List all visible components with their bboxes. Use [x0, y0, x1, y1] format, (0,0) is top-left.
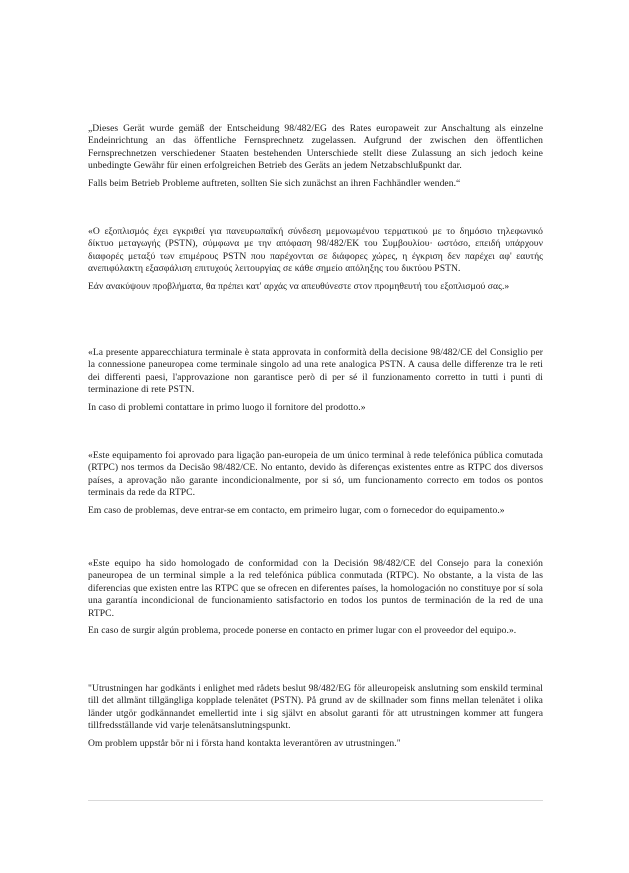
notice-spanish-paragraph-2: En caso de surgir algún problema, procede ponerse en contacto en primer lugar con el proveedor del equipo.».: [88, 625, 517, 637]
notice-german-paragraph-1: „Dieses Gerät wurde gemäß der Entscheidung 98/482/EG des Rates europaweit zur Anschaltung als einzelne Endeinrichtung an das öffentliche Fernsprechnetz zugelassen. Aufgrund der zwischen den öffentlichen Fernsprechnetzen verschiedener Staaten bestehenden Unterschiede stellt diese Zulassung an sich jedoch keine unbedingte Gewähr für einen erfolgreichen Betrieb des Geräts an jedem Netzabschlußpunkt dar.: [88, 123, 543, 172]
notice-portuguese: [88, 450, 543, 517]
notice-spanish: [88, 558, 543, 637]
notice-swedish-paragraph-2: Om problem uppstår bör ni i första hand kontakta leverantören av utrustningen.": [88, 737, 401, 749]
notice-spanish-paragraph-1: «Este equipo ha sido homologado de conformidad con la Decisión 98/482/CE del Consejo para la conexión paneuropea de un terminal simple a la red telefónica pública conmutada (RTPC). No obstante, a la vista de las diferencias que existen entre las RTPC que se ofrecen en diferentes países, la homologación no constituye por sí sola una garantía incondicional de funcionamiento satisfactorio en todos los puntos de terminación de la red de una RTPC.: [88, 558, 543, 619]
notice-german-paragraph-2: Falls beim Betrieb Probleme auftreten, sollten Sie sich zunächst an ihren Fachhändler wenden.“: [88, 177, 461, 189]
notice-portuguese-paragraph-1: «Este equipamento foi aprovado para ligação pan-europeia de um único terminal à rede telefónica pública comutada (RTPC) nos termos da Decisão 98/482/CE. No entanto, devido às diferenças existentes entre as RTPC dos diversos países, a aprovação não garante incondicionalmente, por si só, um funcionamento correcto em todos os pontos terminais da rede da RTPC.: [88, 450, 543, 499]
notice-portuguese-paragraph-2: Em caso de problemas, deve entrar-se em contacto, em primeiro lugar, com o fornecedor do equipamento.»: [88, 504, 505, 516]
notice-italian: [88, 347, 543, 414]
notice-italian-paragraph-2: In caso di problemi contattare in primo luogo il fornitore del prodotto.»: [88, 401, 366, 413]
notice-greek: [88, 226, 543, 293]
notice-swedish: [88, 683, 543, 750]
footer-divider: [88, 800, 543, 801]
notice-swedish-paragraph-1: "Utrustningen har godkänts i enlighet med rådets beslut 98/482/EG för alleuropeisk anslutning som enskild terminal till det allmänt tillgängliga kopplade telenätet (PSTN). På grund av de skillnader som finns mellan telenätet i olika länder utgör godkännandet emellertid inte i sig självt en absolut garanti för att utrustningen kommer att fungera tillfredsställande vid varje telenätsanslutningspunkt.: [88, 683, 543, 732]
notice-greek-paragraph-1: «Ο εξοπλισμός έχει εγκριθεί για πανευρωπαϊκή σύνδεση μεμονωμένου τερματικού με το δημόσιο τηλεφωνικό δίκτυο μεταγωγής (PSTN), σύμφωνα με την απόφαση 98/482/ΕΚ του Συμβουλίου· ωστόσο, επειδή υπάρχουν διαφορές μεταξύ των επιμέρους PSTN που παρέχονται σε διάφορες χώρες, η έγκριση δεν παρέχει αφ' εαυτής ανεπιφύλακτη εξασφάλιση επιτυχούς λειτουργίας σε κάθε σημείο απόληξης του δικτύου PSTN.: [88, 226, 543, 275]
notice-greek-paragraph-2: Εάν ανακύψουν προβλήματα, θα πρέπει κατ' αρχάς να απευθύνεστε στον προμηθευτή του εξοπλισμού σας.»: [88, 280, 510, 292]
notice-german: [88, 123, 543, 190]
notice-italian-paragraph-1: «La presente apparecchiatura terminale è stata approvata in conformità della decisione 98/482/CE del Consiglio per la connessione paneuropea come terminale singolo ad una rete analogica PSTN. A causa delle differenze tra le reti dei differenti paesi, l'approvazione non garantisce però di per sé il funzionamento corretto in tutti i punti di terminazione di rete PSTN.: [88, 347, 543, 396]
